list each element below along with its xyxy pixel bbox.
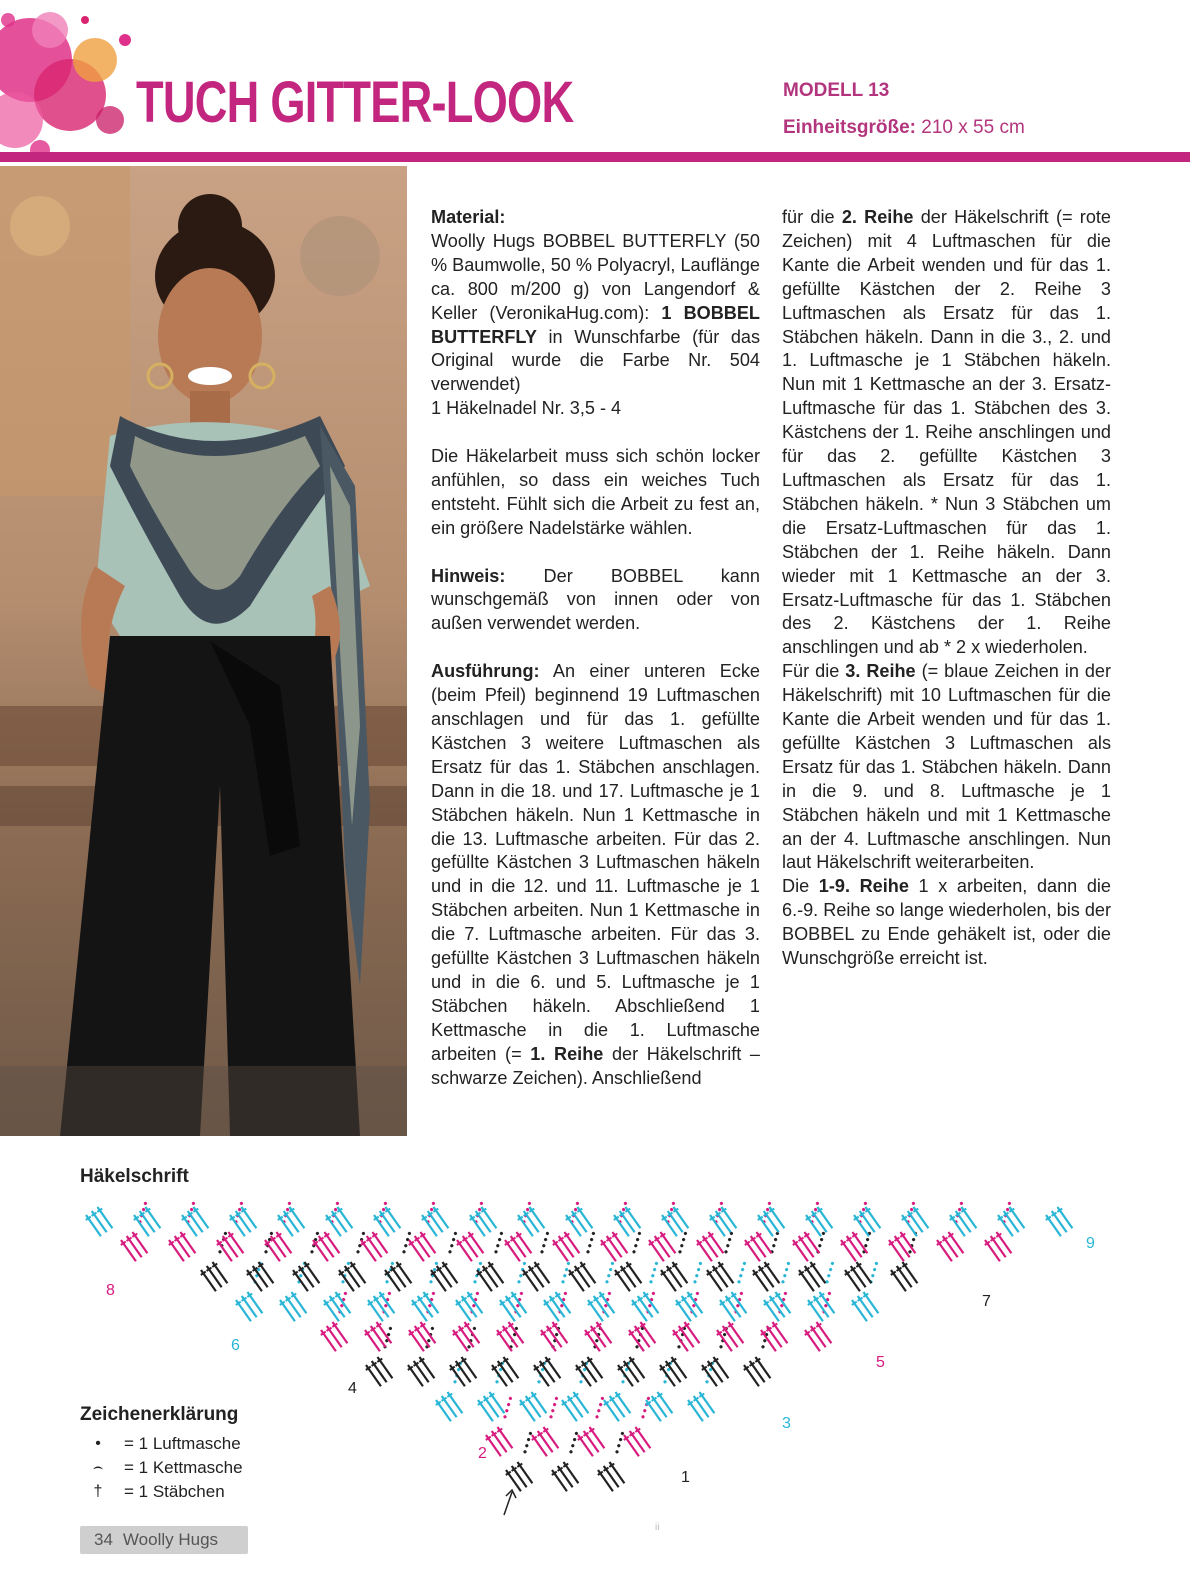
stitch-cluster [972,1201,1034,1263]
stitch-cluster [539,1431,601,1493]
stitch-cluster [409,1200,471,1238]
text-column-1 [431,206,760,1090]
stitch-cluster [731,1326,793,1388]
legend [80,1404,243,1504]
row-label-2: 2 [478,1445,487,1462]
text-column-2 [782,206,1111,971]
stitch-cluster [300,1201,362,1263]
stitch-cluster [510,1231,572,1293]
magazine-name: Woolly Hugs [122,1530,219,1549]
stitch-cluster [519,1396,581,1458]
repeat-paragraph: Die 1-9. Reihe 1 x arbeiten, dann die 6.-9. Reihe so lange wiederholen, bis der BOBBEL zu Ende gehäkelt ist, oder die Wunschgröße erreicht ist. [782,876,1111,969]
stitch-cluster [585,1431,647,1493]
page-mark: ii [655,1522,660,1533]
stitch-cluster [793,1200,855,1238]
stitch-cluster [121,1200,183,1238]
stitch-cluster [649,1200,711,1238]
stitch-cluster [841,1200,903,1238]
row-label-4: 4 [348,1380,357,1397]
stitch-cluster [1033,1200,1095,1238]
stitch-cluster [636,1201,698,1263]
page-footer [80,1526,248,1554]
material-text: Woolly Hugs BOBBEL BUTTERFLY (50 % Baumwolle, 50 % Polyacryl, Lauflänge ca. 800 m/200 g) von Langendorf & Keller (VeronikaHug.com): 1 BOBBEL BUTTERFLY in Wunschfarbe (für das Original wurde die Farbe Nr. 504 verwendet) [431,230,760,395]
stitch-cluster [660,1291,722,1353]
stitch-cluster [457,1200,519,1238]
row-label-6: 6 [231,1337,240,1354]
stitch-cluster [169,1200,231,1238]
stitch-cluster [348,1201,410,1263]
stitch-cluster [924,1201,986,1263]
stitch-cluster [440,1291,502,1353]
start-arrow-icon [504,1490,516,1515]
feel-paragraph: Die Häkelarbeit muss sich schön locker anfühlen, so dass ein weiches Tuch entsteht. Fühlt sich die Arbeit zu fest an, ein größere Nadelstärke wählen. [431,446,760,538]
row-label-8: 8 [106,1282,115,1299]
stitch-cluster [395,1326,457,1388]
stitch-cluster [505,1200,567,1238]
stitch-cluster [528,1291,590,1353]
stitch-cluster [444,1201,506,1263]
legend-title: Zeichenerklärung [80,1404,239,1425]
paint-splash-decoration [0,0,150,170]
stitch-cluster [605,1326,667,1388]
stitch-cluster [828,1201,890,1263]
material-heading: Material: [431,207,506,227]
stitch-cluster [601,1200,663,1238]
row-label-7: 7 [982,1293,991,1310]
stitch-cluster [792,1291,854,1353]
hint-paragraph: Hinweis: Der BOBBEL kann wunschgemäß von innen oder von außen verwendet werden. [431,565,760,634]
stitch-cluster [484,1291,546,1353]
stitch-cluster [876,1201,938,1263]
slip-stitch-icon: ⌢ [92,1459,104,1476]
double-crochet-icon: † [93,1483,103,1500]
stitch-cluster [493,1431,555,1493]
stitch-cluster [937,1200,999,1238]
stitch-cluster [108,1201,170,1263]
size-label: Einheitsgröße: [783,117,917,138]
stitch-cluster [786,1231,848,1293]
model-photo [0,166,407,1136]
row-label-9: 9 [1086,1235,1095,1252]
stitch-cluster [308,1291,370,1353]
row-label-5: 5 [876,1354,885,1371]
execution-paragraph: Ausführung: An einer unteren Ecke (beim Pfeil) beginnend 19 Luftmaschen anschlagen und für das 1. gefüllte Kästchen 3 weitere Luftmaschen als Ersatz für das 1. Stäbchen anschlagen. Dann in die 18. und 17. Luftmasche je 1 Stäbchen häkeln. Nun 1 Kettmasche in die 13. Luftmasche arbeiten. Für das 2. gefüllte Kästchen 3 Luftmaschen häkeln und in die 12. und 11. Luftmasche je 1 Stäbchen arbeiten. Nun 1 Kettmasche in die 7. Luftmasche arbeiten. Für das 3. gefüllte Kästchen 3 Luftmaschen häkeln und in die 6. und 5. Luftmasche je 1 Stäbchen häkeln. Abschließend 1 Kettmasche in die 1. Luftmasche arbeiten (= 1. Reihe der Häkelschrift – schwarze Zeichen). Anschließend [431,661,760,1088]
stitch-cluster [588,1201,650,1263]
stitch-cluster [204,1201,266,1263]
stitch-cluster [361,1200,423,1238]
stitch-cluster [684,1201,746,1263]
stitch-cluster [418,1231,480,1293]
stitch-cluster [732,1201,794,1263]
stitch-cluster [313,1200,375,1238]
stitch-cluster [437,1326,499,1388]
diagram-heading: Häkelschrift [80,1166,189,1187]
stitch-cluster [396,1291,458,1353]
stitch-cluster [647,1326,709,1388]
size-info [783,117,1025,139]
stitch-cluster [352,1291,414,1353]
model-number: MODELL 13 [783,80,890,101]
stitch-cluster [985,1200,1047,1238]
row2-paragraph: für die 2. Reihe der Häkelschrift (= rote Zeichen) mit 4 Luftmaschen für die Kante die Arbeit wenden und für das 1. gefüllte Kästchen der 2. Reihe 3 Luftmaschen als Ersatz für das 1. Stäbchen häkeln. Dann in die 3., 2. und 1. Luftmasche je 1 Stäbchen häkeln. Nun mit 1 Kettmasche an der 3. Ersatz-Luftmasche für das 1. Stäbchen des 3. Kästchens der 1. Reihe anschlingen und für das 2. gefüllte Kästchen 3 Luftmaschen als Ersatz für das 1. Stäbchen häkeln. * Nun 3 Stäbchen um die Ersatz-Luftmaschen für das 1. Stäbchen der 1. Reihe häkeln. Dann wieder mit 1 Kettmasche an der 3. Ersatz-Luftmasche für das 1. Stäbchen des 2. Kästchens der 1. Reihe anschlingen und ab * 2 x wiederholen. [782,207,1111,658]
stitch-cluster [878,1231,940,1293]
stitch-cluster [396,1201,458,1263]
legend-row-chain: • = 1 Luftmasche [80,1432,243,1456]
stitch-cluster [616,1291,678,1353]
page-title: TUCH GITTER-LOOK [136,70,574,135]
row-label-1: 1 [681,1469,690,1486]
stitch-cluster [311,1261,373,1323]
row-label-3: 3 [782,1415,791,1432]
stitch-cluster [619,1261,681,1323]
size-value: 210 x 55 cm [921,117,1025,138]
row3-paragraph: Für die 3. Reihe (= blaue Zeichen in der Häkelschrift) mit 10 Luftmaschen für die Kante die Arbeit wenden und für das 1. gefüllte Kästchen 3 Luftmaschen als Ersatz für das 1. Stäbchen häkeln. Dann in die 9. und 8. Luftmasche je 1 Stäbchen häkeln und mit 1 Kettmasche an der 4. Luftmasche anschlingen. Nun laut Häkelschrift weiterarbeiten. [782,661,1112,873]
header-rule [0,152,1190,162]
stitch-cluster [188,1231,250,1293]
legend-row-dc: † = 1 Stäbchen [80,1480,243,1504]
stitch-cluster [704,1291,766,1353]
stitch-cluster [575,1261,637,1323]
stitch-cluster [280,1231,342,1293]
stitch-cluster [572,1291,634,1353]
stitch-cluster [252,1201,314,1263]
stitch-cluster [748,1291,810,1353]
stitch-cluster [889,1200,951,1238]
stitch-cluster [780,1201,842,1263]
stitch-cluster [443,1261,505,1323]
page-number: 34 [94,1530,113,1549]
legend-row-slip: ⌢ = 1 Kettmasche [80,1456,243,1480]
chain-stitch-icon: • [95,1435,101,1452]
stitch-cluster [563,1326,625,1388]
stitch-cluster [156,1201,218,1263]
stitch-cluster [553,1200,615,1238]
stitch-cluster [611,1396,673,1458]
stitch-cluster [76,1200,136,1238]
needle-text: 1 Häkelnadel Nr. 3,5 - 4 [431,398,622,419]
stitch-cluster [697,1200,759,1238]
